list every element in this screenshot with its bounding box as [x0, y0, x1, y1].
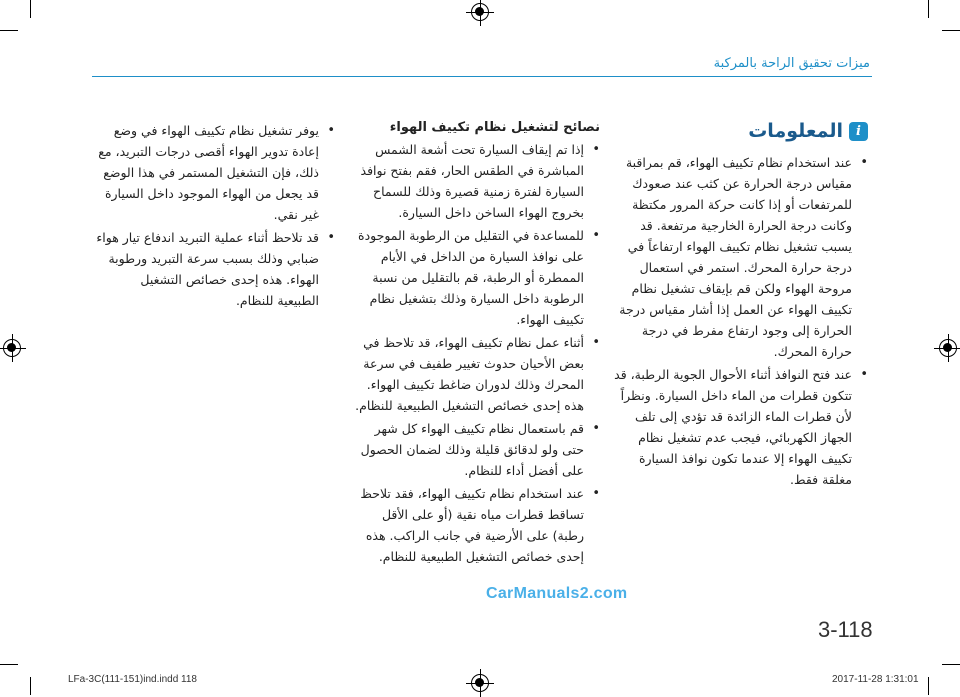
crop-mark — [942, 30, 960, 31]
crop-mark — [942, 664, 960, 665]
crop-mark — [0, 30, 18, 31]
tips-section — [350, 120, 600, 569]
tips-continued-section — [95, 120, 335, 313]
registration-mark-icon — [471, 674, 489, 692]
list-item: • عند استخدام نظام تكييف الهواء، قم بمراقبة مقياس درجة الحرارة عن كثب عند صعودك للمرتفعات أو إذا كانت حركة المرور مكتظة وكانت درجة الحرارة الخارجية مرتفعة. قد يسبب تشغيل نظام تكييف الهواء ارتفاعاً في درجة حرارة المحرك. استمر في استعمال مروحة الهواء ولكن قم بإيقاف تشغيل نظام تكييف الهواء عن العمل إذا أشار مقياس درجة الحرارة إلى وجود ارتفاع مفرط في درجة حرارة المحرك. — [613, 152, 868, 362]
notice-title — [613, 120, 868, 142]
list-item: • عند استخدام نظام تكييف الهواء، فقد تلاحظ تساقط قطرات مياه نقية (أو على الأقل رطبة) على الأرضية في جانب الراكب. هذه إحدى خصائص التشغيل الطبيعية للنظام. — [350, 483, 600, 567]
registration-mark-icon — [3, 339, 21, 357]
list-item: • إذا تم إيقاف السيارة تحت أشعة الشمس المباشرة في الطقس الحار، فقم بفتح نوافذ السيارة لفترة زمنية قصيرة وذلك للسماح بخروج الهواء الساخن داخل السيارة. — [350, 139, 600, 223]
crop-mark — [928, 677, 929, 695]
crop-mark — [30, 677, 31, 695]
notice-section — [613, 120, 868, 492]
page-number: 3-118 — [818, 617, 873, 642]
list-item: • للمساعدة في التقليل من الرطوبة الموجودة على نوافذ السيارة من الداخل في الأيام الممطرة أو الرطبة، قم بالتقليل من نسبة الرطوبة داخل السيارة وذلك بتشغيل نظام تكييف الهواء. — [350, 225, 600, 330]
watermark: CarManuals2.com — [486, 585, 628, 602]
list-item: • عند فتح النوافذ أثناء الأحوال الجوية الرطبة، قد تتكون قطرات من الماء داخل السيارة. ونظراً لأن قطرات الماء الزائدة قد تؤدي إلى تلف الجهاز الكهربائي، فيجب عدم تشغيل نظام تكييف الهواء إلا عندما تكون نوافذ السيارة مغلقة فقط. — [613, 364, 868, 490]
registration-mark-icon — [471, 3, 489, 21]
registration-mark-icon — [939, 339, 957, 357]
list-item: • قم باستعمال نظام تكييف الهواء كل شهر حتى ولو لدقائق قليلة وذلك لضمان الحصول على أفضل أداء للنظام. — [350, 418, 600, 481]
info-icon: i — [849, 122, 868, 141]
tips-list — [350, 139, 600, 567]
footer-file-name: LFa-3C(111-151)ind.indd 118 — [68, 674, 197, 685]
crop-mark — [928, 0, 929, 18]
notice-list — [613, 152, 868, 490]
list-item: • قد تلاحظ أثناء عملية التبريد اندفاع تيار هواء ضبابي وذلك بسبب سرعة التبريد ورطوبة الهواء. هذه إحدى خصائص التشغيل الطبيعية للنظام. — [95, 227, 335, 311]
tips-list-continued — [95, 120, 335, 311]
tips-heading: نصائح لتشغيل نظام تكييف الهواء — [389, 120, 600, 135]
notice-heading: المعلومات — [748, 120, 843, 142]
header-divider — [92, 76, 872, 77]
chapter-title: ميزات تحقيق الراحة بالمركبة — [713, 56, 870, 71]
crop-mark — [30, 0, 31, 18]
list-item: • يوفر تشغيل نظام تكييف الهواء في وضع إعادة تدوير الهواء أقصى درجات التبريد، مع ذلك، فإن التشغيل المستمر في هذا الوضع قد يجعل من الهواء الموجود داخل السيارة غير نقي. — [95, 120, 335, 225]
crop-mark — [0, 664, 18, 665]
footer-date: 2017-11-28 1:31:01 — [832, 674, 919, 685]
list-item: • أثناء عمل نظام تكييف الهواء، قد تلاحظ في بعض الأحيان حدوث تغيير طفيف في سرعة المحرك وذلك لدوران ضاغط تكييف الهواء. هذه إحدى خصائص التشغيل الطبيعية للنظام. — [350, 332, 600, 416]
